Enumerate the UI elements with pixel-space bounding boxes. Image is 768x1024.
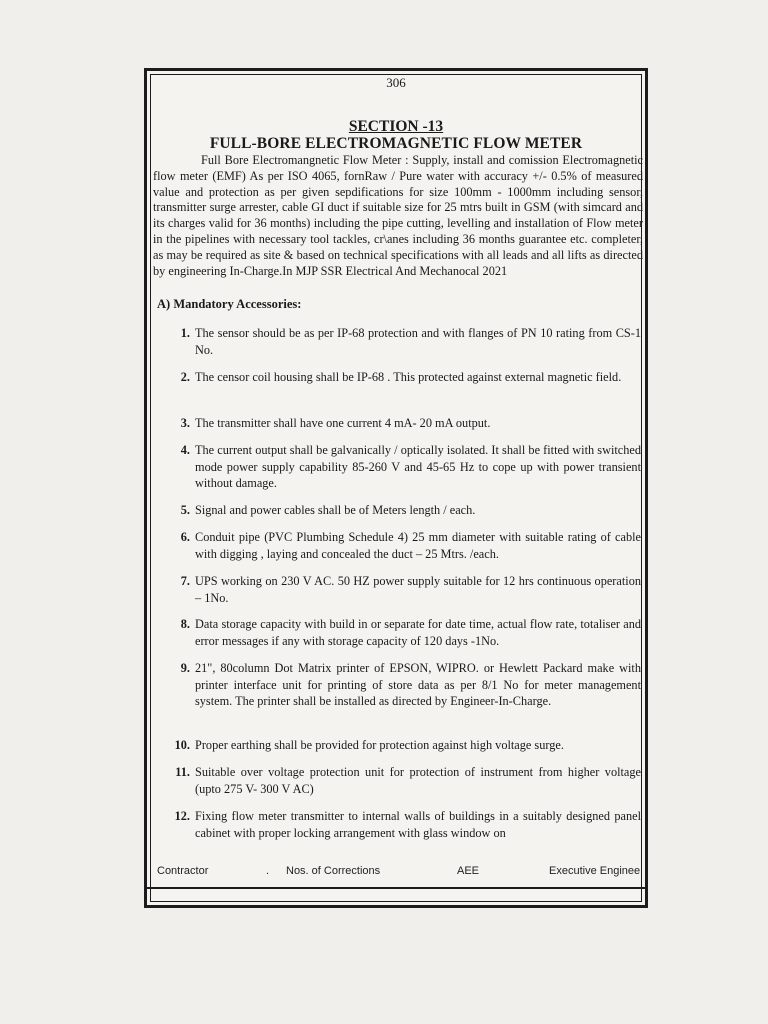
- list-item: [180, 415, 641, 432]
- item-number: 10.: [174, 738, 190, 752]
- item-text: Proper earthing shall be provided for protection against high voltage surge.: [195, 738, 564, 752]
- footer-dot: .: [266, 865, 270, 877]
- list-item: [174, 737, 641, 754]
- item-number: 11.: [175, 765, 190, 779]
- list-item: [180, 369, 641, 386]
- item-number: 6.: [180, 530, 190, 544]
- item-number: 8.: [180, 617, 190, 631]
- item-number: 5.: [180, 503, 190, 517]
- item-number: 1.: [180, 326, 190, 340]
- list-item: [174, 808, 641, 841]
- item-number: 3.: [180, 416, 190, 430]
- list-item: [180, 502, 641, 519]
- list-item: [180, 325, 641, 358]
- footer-contractor: Contractor: [157, 865, 209, 877]
- list-item: [180, 442, 641, 492]
- item-text: Conduit pipe (PVC Plumbing Schedule 4) 25 mm diameter with suitable rating of cable with digging , laying and concealed the duct – 25 Mtrs. /each.: [195, 530, 641, 561]
- item-text: The sensor should be as per IP-68 protection and with flanges of PN 10 rating from CS-1 No.: [195, 326, 641, 357]
- item-number: 2.: [180, 370, 190, 384]
- document-page: [144, 68, 648, 908]
- list-item: [180, 529, 641, 562]
- footer-corrections: Nos. of Corrections: [286, 865, 381, 877]
- footer-executive-engineer: Executive Enginee: [549, 865, 641, 877]
- section-title: SECTION -13: [348, 118, 444, 135]
- item-text: Signal and power cables shall be of Meters length / each.: [195, 503, 476, 517]
- item-number: 12.: [174, 809, 190, 823]
- list-item: [180, 616, 641, 649]
- list-item: [180, 573, 641, 606]
- list-item: [175, 764, 641, 797]
- list-item: [180, 660, 641, 710]
- item-text: Data storage capacity with build in or separate for date time, actual flow rate, totaliser and error messages if any with storage capacity of 120 days -1No.: [195, 617, 641, 648]
- item-text: The censor coil housing shall be IP-68 . This protected against external magnetic field.: [195, 370, 622, 384]
- item-number: 7.: [180, 574, 190, 588]
- item-text: The current output shall be galvanically / optically isolated. It shall be fitted with switched mode power supply capability 85-260 V and 45-65 Hz to cope up with power transient without damage.: [195, 443, 641, 490]
- item-number: 9.: [180, 661, 190, 675]
- item-text: Fixing flow meter transmitter to internal walls of buildings in a suitably designed panel cabinet with proper locking arrangement with glass window on: [195, 809, 641, 840]
- accessories-heading: A) Mandatory Accessories:: [157, 297, 302, 311]
- document-title: FULL-BORE ELECTROMAGNETIC FLOW METER: [209, 135, 583, 152]
- item-text: 21", 80column Dot Matrix printer of EPSON, WIPRO. or Hewlett Packard make with printer interface unit for printing of store data as per 8/1 No for meter management system. The printer shall be installed as directed by Engineer-In-Charge.: [195, 661, 641, 708]
- footer-aee: AEE: [457, 865, 480, 877]
- bottom-rule: [147, 887, 645, 889]
- item-number: 4.: [180, 443, 190, 457]
- item-text: Suitable over voltage protection unit for protection of instrument from higher voltage (upto 275 V- 300 V AC): [195, 765, 641, 796]
- intro-paragraph: Full Bore Electromangnetic Flow Meter : Supply, install and comission Electromagnetic flow meter (EMF) As per ISO 4065, fornRaw / Pure water with accuracy +/- 0.5% of measured value and protection as per given sepdifications for size 100mm - 1000mm including sensor, transmitter surge arrester, cable GI duct if suitable size for 25 mtrs built in GSM (with simcard and its charges valid for 36 months) including the pipe cutting, levelling and installation of Flow meter in the pipelines with necessary tool tackles, cr\anes including 36 months guarantee etc. completer, as may be required as site & based on technical specifications with all leads and all lifts as directed by engineering In-Charge.In MJP SSR Electrical And Mechanocal 2021: [153, 153, 643, 278]
- page-number: 306: [386, 75, 406, 90]
- item-text: The transmitter shall have one current 4 mA- 20 mA output.: [195, 416, 491, 430]
- item-text: UPS working on 230 V AC. 50 HZ power supply suitable for 12 hrs continuous operation – 1No.: [195, 574, 641, 605]
